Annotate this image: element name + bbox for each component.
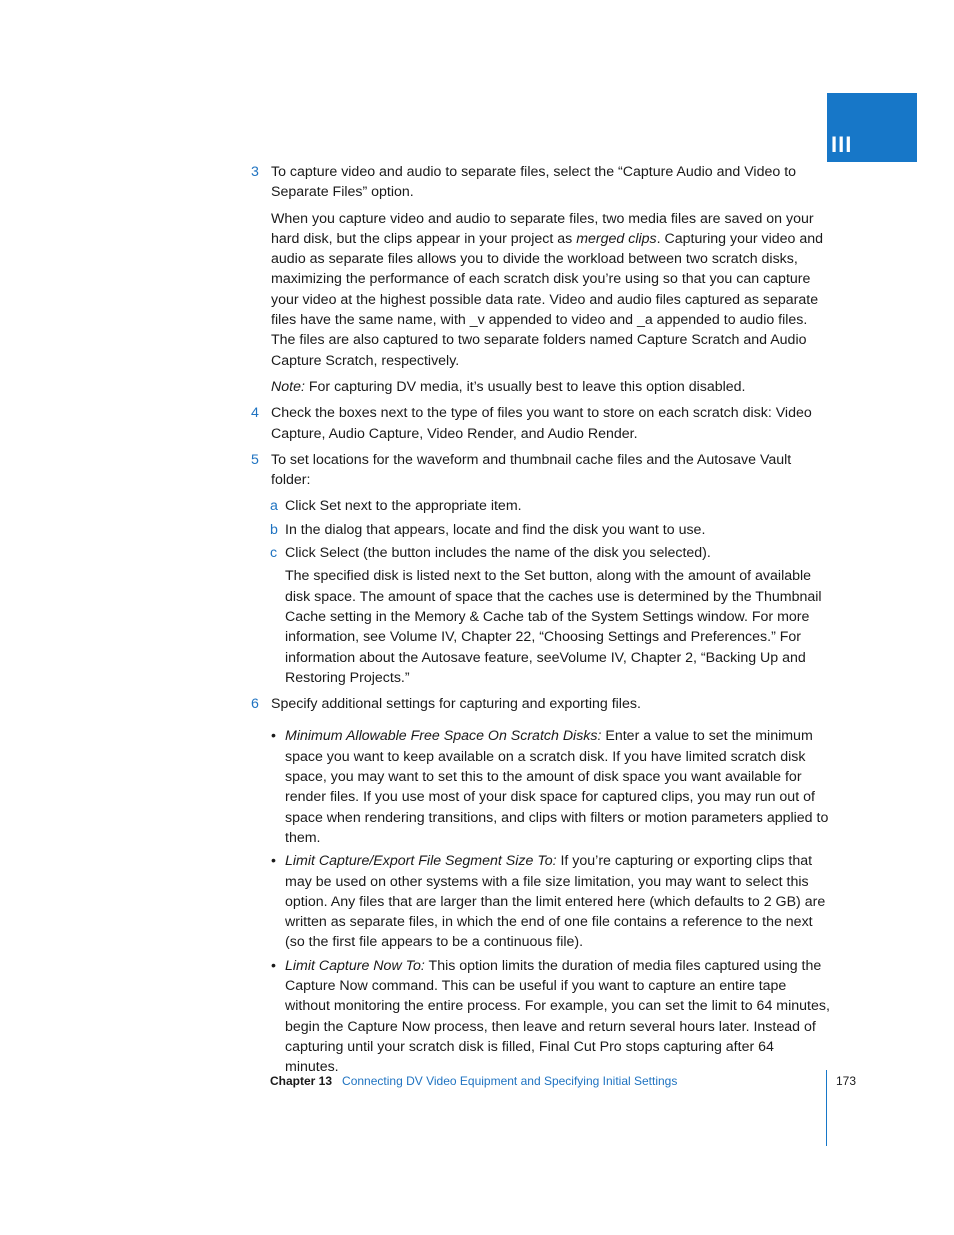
emphasis-merged-clips: merged clips — [576, 230, 657, 247]
bullet-text: This option limits the duration of media files captured using the Capture Now command. This can be useful if you want to capture an entire tape without monitoring the entire process. For example, you can set the limit to 64 minutes, begin the Capture Now process, then leave and return several hours later. Instead of capturing until your scratch disk is filled, Final Cut Pro stops capturing after 64 minutes. — [285, 957, 830, 1076]
step-text: To set locations for the waveform and thumbnail cache files and the Autosave Vault folder: — [271, 451, 792, 489]
bullet-text: If you’re capturing or exporting clips that may be used on other systems with a file size limitation, you may want to select this option. Any files that are larger than the limit entered here (which defaults to 2 GB) are written as separate files, in which the end of one file contains a reference to the next (so the first file appears to be a continuous file). — [285, 853, 826, 951]
step-number: 5 — [251, 451, 259, 468]
step-text: Check the boxes next to the type of files you want to store on each scratch disk: Video Capture, Audio Capture, Video Render, and Audio Render. — [271, 405, 812, 442]
substep-c — [251, 543, 831, 563]
note-text: For capturing DV media, it’s usually best to leave this option disabled. — [304, 378, 746, 395]
footer-divider — [826, 1070, 827, 1146]
page-content — [251, 162, 831, 1080]
step-6 — [251, 694, 831, 714]
substep-letter: a — [270, 498, 278, 515]
bullet-term: Minimum Allowable Free Space On Scratch Disks: — [285, 728, 602, 745]
step-number: 3 — [251, 164, 259, 180]
bullet-term: Limit Capture Now To: — [285, 957, 425, 974]
substep-letter: b — [270, 521, 278, 538]
bullet-text: Enter a value to set the minimum space you want to keep available on a scratch disk. If you have limited scratch disk space, you may want to set this to the amount of disk space you want available for render files. If you use most of your disk space for captured clips, you may run out of space when rendering transitions, and clips with filters or motion parameters applied to them. — [285, 728, 829, 846]
section-tab — [827, 93, 917, 162]
substep-text: In the dialog that appears, locate and find the disk you want to use. — [285, 521, 706, 538]
bullet-item — [251, 726, 831, 848]
step-number: 6 — [251, 696, 259, 713]
note — [251, 377, 831, 397]
bullet-item — [251, 956, 831, 1078]
substep-a — [251, 496, 831, 516]
chapter-title-link[interactable]: Connecting DV Video Equipment and Specifying Initial Settings — [342, 1074, 678, 1088]
step-3-paragraph — [251, 209, 831, 371]
bullet-term: Limit Capture/Export File Segment Size To: — [285, 853, 557, 870]
step-text: Specify additional settings for capturing and exporting files. — [271, 696, 641, 713]
bullet-dot: • — [271, 853, 276, 870]
bullet-item — [251, 851, 831, 952]
step-text: To capture video and audio to separate files, select the “Capture Audio and Video to Separate Files” option. — [271, 164, 797, 201]
step-5 — [251, 450, 831, 491]
chapter-label: Chapter 13 — [270, 1074, 333, 1088]
bullet-dot: • — [271, 957, 276, 974]
substep-text: Click Set next to the appropriate item. — [285, 498, 522, 515]
paragraph-text: When you capture video and audio to separate files, two media files are saved on your hard disk, but the clips appear in your project as — [271, 210, 814, 247]
substep-text: Click Select (the button includes the name of the disk you selected). — [285, 545, 711, 562]
step-4 — [251, 403, 831, 444]
substep-c-paragraph: The specified disk is listed next to the Set button, along with the amount of available disk space. The amount of space that the caches use is determined by the Thumbnail Cache setting in the Memory & Cache tab of the System Settings window. For more information, see Volume IV, Chapter 22, “Choosing Settings and Preferences.” For information about the Autosave feature, seeVolume IV, Chapter 2, “Backing Up and Restoring Projects.” — [285, 568, 822, 686]
bullet-dot: • — [271, 728, 276, 745]
page-number: 173 — [836, 1074, 857, 1088]
note-label: Note: — [271, 378, 305, 395]
substep-letter: c — [270, 545, 278, 562]
section-tab-label: III — [831, 132, 853, 157]
page-footer — [270, 1073, 830, 1089]
paragraph-text-cont: . Capturing your video and audio as separate files allows you to divide the workload between two scratch disks, maximizing the performance of each scratch disk you’re using so that you can capture your video at the highest possible data rate. Video and audio files captured as separate files have the same name, with _v appended to video and _a appended to audio files. The files are also captured to two separate folders named Capture Scratch and Audio Capture Scratch, respectively. — [271, 230, 824, 369]
step-number: 4 — [251, 405, 259, 422]
substep-b — [251, 520, 831, 540]
step-3 — [251, 162, 831, 203]
